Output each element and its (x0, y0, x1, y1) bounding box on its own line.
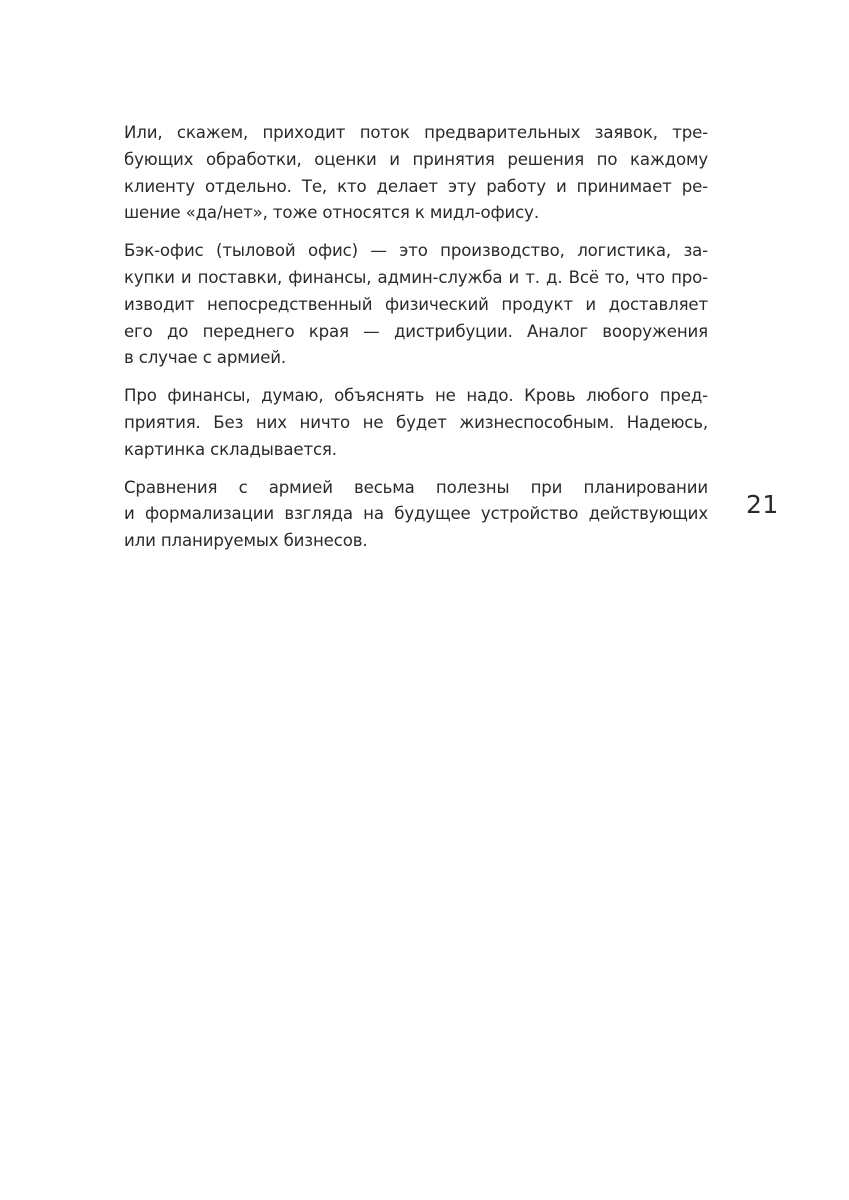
paragraph-army-comparison (124, 475, 708, 555)
text-line: бующих обработки, оценки и принятия решения по каждому (124, 149, 708, 169)
paragraph-finance (124, 383, 708, 463)
body-text (124, 120, 708, 566)
text-line: Или, скажем, приходит поток предварительных заявок, тре- (124, 123, 708, 142)
paragraph-back-office (124, 238, 708, 372)
text-line: Бэк-офис (тыловой офис) — это производство, логистика, за- (124, 241, 708, 261)
page-number: 21 (746, 490, 779, 519)
text-line: в случае с армией. (124, 348, 287, 368)
text-line: картинка складывается. (124, 439, 337, 459)
text-line: Про финансы, думаю, объяснять не надо. Кровь любого пред- (124, 386, 708, 406)
text-line: купки и поставки, финансы, админ-служба и т. д. Всё то, что про- (124, 267, 708, 287)
text-line: или планируемых бизнесов. (124, 531, 368, 551)
text-line: приятия. Без них ничто не будет жизнеспособным. Надеюсь, (124, 412, 708, 432)
text-line: клиенту отдельно. Те, кто делает эту работу и принимает ре- (124, 176, 708, 196)
text-line: его до переднего края — дистрибуции. Аналог вооружения (124, 321, 708, 341)
text-line: и формализации взгляда на будущее устройство действующих (124, 504, 708, 524)
text-line: шение «да/нет», тоже относятся к мидл-офису. (124, 203, 539, 223)
paragraph-middle-office (124, 120, 708, 227)
text-line: изводит непосредственный физический продукт и доставляет (124, 294, 708, 314)
text-line: Сравнения с армией весьма полезны при планировании (124, 477, 708, 497)
